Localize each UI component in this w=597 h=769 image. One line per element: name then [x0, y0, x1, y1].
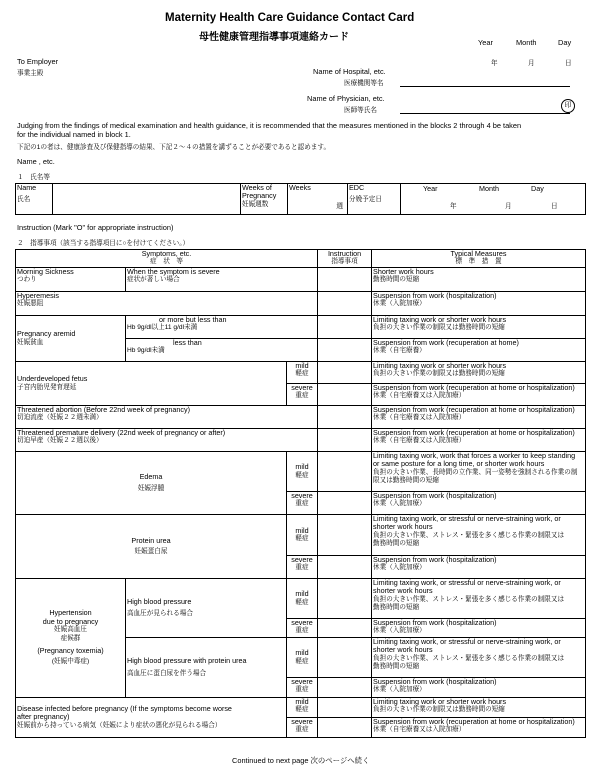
- intro-en-2: for the individual named in block 1.: [17, 130, 131, 139]
- symptom-protein-urea: Protein urea 妊娠蛋白尿: [16, 515, 287, 579]
- condition-morning-sickness: When the symptom is severe 症状が著しい場合: [126, 268, 318, 292]
- severity-mild: mild 軽症: [287, 698, 318, 718]
- measure-text: Limiting taxing work or shorter work hours 負担の大きい作業の制限又は勤務時間の短縮: [372, 698, 586, 718]
- instruction-checkbox[interactable]: [318, 292, 372, 316]
- intro-jp: 下記の1の者は、健康診査及び保健指導の結果、下記２～４の措置を講ずることが必要であると認めます。: [17, 144, 331, 151]
- footer-continued: Continued to next page 次のページへ続く: [232, 756, 370, 765]
- instruction-checkbox[interactable]: [318, 384, 372, 406]
- severity-mild: mild 軽症: [287, 452, 318, 492]
- seal-icon: 印: [561, 99, 575, 113]
- symptom-hyperemesis: Hyperemesis 妊娠悪阻: [16, 292, 318, 316]
- physician-label: Name of Physician, etc.: [307, 94, 385, 103]
- condition-anemia-1: or more but less than Hb 9g/dl以上11 g/dl未満: [126, 316, 318, 339]
- measure-text: Suspension from work (hospitalization) 休業（入院加療）: [372, 556, 586, 579]
- instruction-checkbox[interactable]: [318, 452, 372, 492]
- instruction-checkbox[interactable]: [318, 492, 372, 515]
- hospital-line[interactable]: [400, 86, 570, 87]
- page-title-jp: 母性健康管理指導事項連絡カード: [199, 32, 349, 43]
- instruction-checkbox[interactable]: [318, 429, 372, 452]
- intro-en-1: Judging from the findings of medical examination and health guidance, it is recommended that the measures mentioned in the blocks 2 through 4 be taken: [17, 121, 522, 130]
- instruction-checkbox[interactable]: [318, 619, 372, 638]
- symptom-hypertension: Hypertension due to pregnancy 妊娠高血圧 症候群 (Pregnancy toxemia) (妊娠中毒症): [16, 579, 126, 698]
- measure-text: Suspension from work (hospitalization) 休業（入院加療）: [372, 292, 586, 316]
- instruction-checkbox[interactable]: [318, 579, 372, 619]
- severity-severe: severe 重症: [287, 492, 318, 515]
- physician-label-jp: 医師等氏名: [344, 107, 377, 114]
- date-day-label: Day: [558, 38, 572, 47]
- condition-high-blood-pressure: High blood pressure 高血圧が見られる場合: [126, 579, 287, 638]
- severity-mild: mild 軽症: [287, 362, 318, 384]
- measure-text: Limiting taxing work, or stressful or nerve-straining work, or shorter work hours 負担の大きい作業、ストレス・緊張を多く感じる作業の制限又は 勤務時間の短縮: [372, 579, 586, 619]
- col-header-instruction: Instruction 指導事項: [318, 250, 372, 268]
- condition-hbp-protein-urea: High blood pressure with protein urea 高血圧に蛋白尿を伴う場合: [126, 638, 287, 698]
- block1-heading-jp: １ 氏名等: [17, 174, 50, 181]
- edc-field[interactable]: Year Month Day 年 月 日: [401, 184, 586, 215]
- symptom-prior-disease: Disease infected before pregnancy (If the symptoms become worse after pregnancy) 妊娠前から持っている病気（妊娠により症状の悪化が見られる場合）: [16, 698, 287, 738]
- col-header-symptoms: Symptoms, etc. 症 状 等: [16, 250, 318, 268]
- symptom-anemia: Pregnancy aremid 妊娠貧血: [16, 316, 126, 362]
- measure-text: Suspension from work (hospitalization) 休業（入院加療）: [372, 619, 586, 638]
- instruction-checkbox[interactable]: [318, 678, 372, 698]
- severity-severe: severe 重症: [287, 678, 318, 698]
- instruction-checkbox[interactable]: [318, 638, 372, 678]
- instruction-checkbox[interactable]: [318, 556, 372, 579]
- name-table: [15, 183, 586, 215]
- measure-text: Suspension from work (recuperation at home) 休業（自宅療養）: [372, 339, 586, 362]
- date-month-jp: 月: [528, 60, 535, 67]
- physician-line[interactable]: [400, 113, 570, 114]
- name-field[interactable]: [53, 184, 241, 215]
- to-employer-jp: 事業主殿: [17, 70, 44, 77]
- symptom-abortion: Threatened abortion (Before 22nd week of pregnancy) 切迫流産（妊娠２２週未満）: [16, 406, 318, 429]
- severity-mild: mild 軽症: [287, 515, 318, 556]
- symptom-fetus: Underdeveloped fetus 子宮内胎児発育遅延: [16, 362, 287, 406]
- instruction-checkbox[interactable]: [318, 316, 372, 339]
- weeks-label-cell: Weeks of Pregnancy 妊娠週数: [241, 184, 288, 215]
- date-year-label: Year: [478, 38, 493, 47]
- block1-heading: Name , etc.: [17, 157, 55, 166]
- measure-text: Limiting taxing work, or stressful or nerve-straining work, or shorter work hours 負担の大きい作業、ストレス・緊張を多く感じる作業の制限又は 勤務時間の短縮: [372, 638, 586, 678]
- instruction-checkbox[interactable]: [318, 718, 372, 738]
- weeks-field[interactable]: Weeks 週: [288, 184, 348, 215]
- severity-mild: mild 軽症: [287, 638, 318, 678]
- measure-text: Suspension from work (hospitalization) 休業（入院加療）: [372, 492, 586, 515]
- name-label-cell: Name 氏名: [16, 184, 53, 215]
- instruction-table: [15, 249, 586, 738]
- to-employer: To Employer: [17, 57, 59, 66]
- symptom-premature: Threatened premature delivery (22nd week of pregnancy or after) 切迫早産（妊娠２２週以後）: [16, 429, 318, 452]
- measure-text: Shorter work hours 勤務時間の短縮: [372, 268, 586, 292]
- measure-text: Suspension from work (recuperation at home or hospitalization) 休業（自宅療養又は入院加療）: [372, 406, 586, 429]
- symptom-edema: Edema 妊娠浮腫: [16, 452, 287, 515]
- measure-text: Limiting taxing work or shorter work hours 負担の大きい作業の制限又は勤務時間の短縮: [372, 362, 586, 384]
- condition-anemia-2: less than Hb 9g/dl未満: [126, 339, 318, 362]
- instruction-checkbox[interactable]: [318, 339, 372, 362]
- hospital-label: Name of Hospital, etc.: [313, 67, 386, 76]
- date-month-label: Month: [516, 38, 537, 47]
- instruction-checkbox[interactable]: [318, 406, 372, 429]
- measure-text: Suspension from work (recuperation at home or hospitalization) 休業（自宅療養又は入院加療）: [372, 429, 586, 452]
- severity-severe: severe 重症: [287, 384, 318, 406]
- measure-text: Suspension from work (hospitalization) 休業（入院加療）: [372, 678, 586, 698]
- edc-label-cell: EDC 分娩予定日: [348, 184, 401, 215]
- date-year-jp: 年: [491, 60, 498, 67]
- hospital-label-jp: 医療機関等名: [344, 80, 384, 87]
- block2-heading-jp: ２ 指導事項（該当する指導項目に○を付けてください。）: [17, 240, 190, 247]
- instruction-checkbox[interactable]: [318, 698, 372, 718]
- instruction-checkbox[interactable]: [318, 268, 372, 292]
- symptom-morning-sickness: Morning Sickness つわり: [16, 268, 126, 292]
- severity-severe: severe 重症: [287, 718, 318, 738]
- measure-text: Limiting taxing work or shorter work hours 負担の大きい作業の制限又は勤務時間の短縮: [372, 316, 586, 339]
- measure-text: Suspension from work (recuperation at home or hospitalization) 休業（自宅療養又は入院加療）: [372, 384, 586, 406]
- instruction-note: Instruction (Mark "O" for appropriate instruction): [17, 223, 174, 232]
- date-day-jp: 日: [565, 60, 572, 67]
- measure-text: Suspension from work (recuperation at home or hospitalization) 休業（自宅療養又は入院加療）: [372, 718, 586, 738]
- severity-mild: mild 軽症: [287, 579, 318, 619]
- measure-text: Limiting taxing work, or stressful or nerve-straining work, or shorter work hours 負担の大きい作業、ストレス・緊張を多く感じる作業の制限又は 勤務時間の短縮: [372, 515, 586, 556]
- instruction-checkbox[interactable]: [318, 362, 372, 384]
- severity-severe: severe 重症: [287, 619, 318, 638]
- page-title: Maternity Health Care Guidance Contact Card: [165, 12, 415, 24]
- col-header-measures: Typical Measures 標 準 措 置: [372, 250, 586, 268]
- severity-severe: severe 重症: [287, 556, 318, 579]
- measure-text: Limiting taxing work, work that forces a worker to keep standing or same posture for a long time, or shorter work hours 負担の大きい作業、長時間の立作業、同一姿勢を強制される作業の制 限又は勤務時間の短縮: [372, 452, 586, 492]
- instruction-checkbox[interactable]: [318, 515, 372, 556]
